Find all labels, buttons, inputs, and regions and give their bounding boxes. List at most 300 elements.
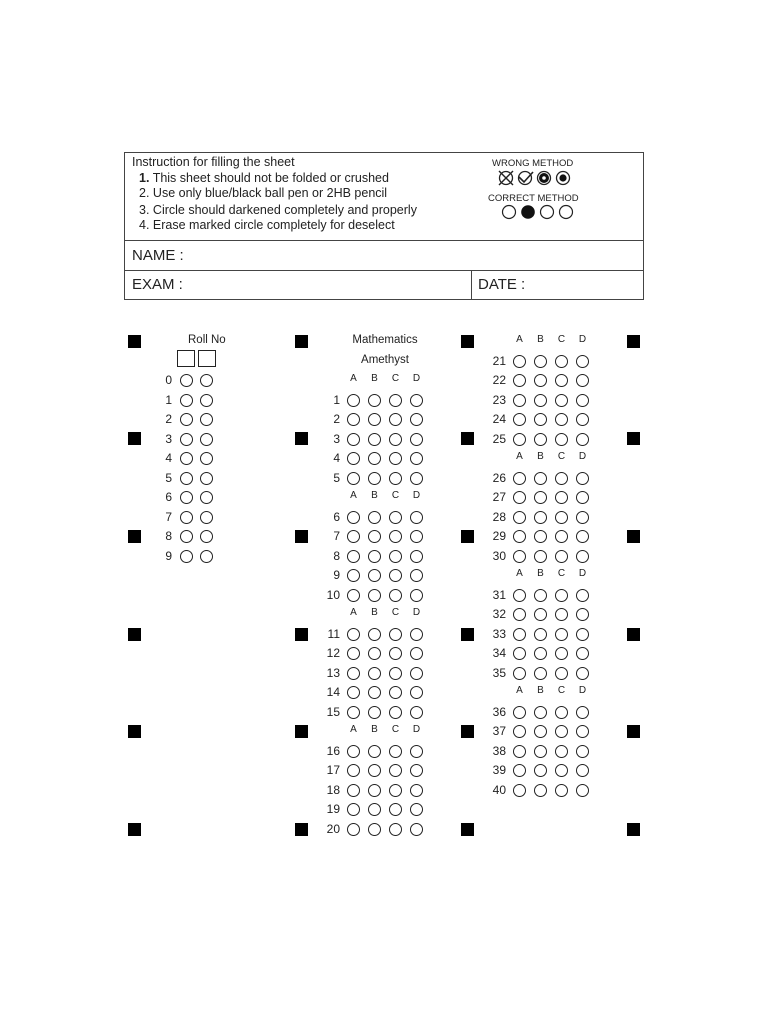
answer-bubble[interactable] [389, 452, 402, 465]
instruction-title: Instruction for filling the sheet [132, 155, 295, 169]
answer-bubble[interactable] [513, 764, 526, 777]
answer-bubble[interactable] [513, 355, 526, 368]
answer-bubble[interactable] [410, 803, 423, 816]
answer-bubble[interactable] [534, 608, 547, 621]
answer-bubble[interactable] [389, 589, 402, 602]
question-number: 29 [492, 529, 506, 543]
roll-bubble[interactable] [200, 550, 213, 563]
answer-bubble[interactable] [368, 803, 381, 816]
answer-bubble[interactable] [534, 764, 547, 777]
answer-bubble[interactable] [389, 569, 402, 582]
option-header-c: C [557, 568, 566, 579]
answer-bubble[interactable] [347, 413, 360, 426]
empty-circle-icon [503, 206, 516, 219]
alignment-marker [461, 530, 474, 543]
alignment-marker [461, 725, 474, 738]
answer-bubble[interactable] [555, 784, 568, 797]
answer-bubble[interactable] [410, 413, 423, 426]
question-number: 15 [326, 704, 340, 719]
option-header-d: D [412, 490, 421, 501]
option-header-d: D [578, 685, 587, 696]
option-header-d: D [412, 373, 421, 384]
answer-bubble[interactable] [555, 472, 568, 485]
question-number: 39 [492, 763, 506, 777]
answer-bubble[interactable] [555, 433, 568, 446]
question-number: 10 [326, 587, 340, 602]
cross-mark-icon [499, 171, 513, 185]
option-header-c: C [391, 490, 400, 501]
answer-bubble[interactable] [513, 472, 526, 485]
roll-digit-label: 9 [165, 548, 172, 563]
roll-no-label: Roll No [188, 334, 226, 346]
answer-bubble[interactable] [534, 530, 547, 543]
answer-bubble[interactable] [410, 706, 423, 719]
answer-bubble[interactable] [368, 569, 381, 582]
answer-bubble[interactable] [347, 569, 360, 582]
answer-bubble[interactable] [576, 706, 589, 719]
roll-bubble[interactable] [200, 472, 213, 485]
answer-bubble[interactable] [389, 803, 402, 816]
question-number: 6 [333, 509, 340, 524]
question-number: 26 [492, 470, 506, 485]
roll-digit-label: 5 [165, 470, 172, 485]
question-number: 5 [333, 470, 340, 485]
divider-line [125, 270, 643, 271]
answer-bubble[interactable] [389, 784, 402, 797]
option-header-b: B [537, 451, 544, 462]
answer-bubble[interactable] [513, 550, 526, 563]
roll-bubble[interactable] [200, 491, 213, 504]
option-header-b: B [371, 607, 378, 618]
question-number: 28 [492, 509, 506, 524]
dot-mark-icon [538, 172, 551, 185]
answer-bubble[interactable] [389, 745, 402, 758]
question-number: 13 [326, 665, 340, 680]
option-header-b: B [371, 490, 378, 501]
answer-bubble[interactable] [389, 472, 402, 485]
answer-bubble[interactable] [576, 589, 589, 602]
answer-bubble[interactable] [410, 667, 423, 680]
answer-bubble[interactable] [368, 628, 381, 641]
roll-bubble[interactable] [200, 530, 213, 543]
answer-bubble[interactable] [410, 628, 423, 641]
correct-method-examples [501, 204, 581, 220]
question-number: 27 [492, 490, 506, 504]
answer-bubble[interactable] [368, 472, 381, 485]
answer-bubble[interactable] [410, 530, 423, 543]
answer-bubble[interactable] [513, 433, 526, 446]
answer-bubble[interactable] [347, 686, 360, 699]
answer-bubble[interactable] [513, 413, 526, 426]
answer-bubble[interactable] [576, 491, 589, 504]
answer-bubble[interactable] [410, 686, 423, 699]
answer-bubble[interactable] [513, 491, 526, 504]
answer-bubble[interactable] [534, 628, 547, 641]
exam-field[interactable] [195, 273, 465, 299]
answer-bubble[interactable] [347, 667, 360, 680]
answer-bubble[interactable] [513, 725, 526, 738]
option-header-c: C [557, 451, 566, 462]
roll-digit-box-1[interactable] [177, 350, 195, 367]
answer-bubble[interactable] [513, 394, 526, 407]
answer-bubble[interactable] [410, 511, 423, 524]
alignment-marker [128, 725, 141, 738]
answer-bubble[interactable] [555, 394, 568, 407]
answer-bubble[interactable] [555, 667, 568, 680]
option-header-a: A [350, 724, 357, 735]
answer-bubble[interactable] [576, 784, 589, 797]
answer-bubble[interactable] [576, 413, 589, 426]
answer-bubble[interactable] [534, 413, 547, 426]
answer-bubble[interactable] [347, 472, 360, 485]
alignment-marker [295, 432, 308, 445]
answer-bubble[interactable] [410, 472, 423, 485]
answer-bubble[interactable] [513, 589, 526, 602]
roll-bubble[interactable] [180, 530, 193, 543]
question-number: 37 [492, 724, 506, 738]
answer-bubble[interactable] [347, 530, 360, 543]
roll-digit-label: 4 [165, 451, 172, 465]
answer-bubble[interactable] [555, 511, 568, 524]
answer-bubble[interactable] [410, 823, 423, 836]
answer-bubble[interactable] [368, 550, 381, 563]
answer-bubble[interactable] [534, 784, 547, 797]
answer-bubble[interactable] [368, 530, 381, 543]
roll-bubble[interactable] [200, 413, 213, 426]
exam-field-label: EXAM : [132, 276, 183, 293]
answer-bubble[interactable] [389, 530, 402, 543]
name-field[interactable] [195, 243, 635, 269]
answer-bubble[interactable] [410, 433, 423, 446]
answer-bubble[interactable] [368, 823, 381, 836]
answer-bubble[interactable] [368, 413, 381, 426]
answer-bubble[interactable] [513, 530, 526, 543]
roll-digit-label: 6 [165, 490, 172, 504]
answer-bubble[interactable] [410, 394, 423, 407]
question-number: 31 [492, 587, 506, 602]
question-number: 30 [492, 548, 506, 563]
answer-bubble[interactable] [534, 355, 547, 368]
answer-bubble[interactable] [555, 745, 568, 758]
answer-bubble[interactable] [347, 589, 360, 602]
answer-bubble[interactable] [368, 784, 381, 797]
alignment-marker [128, 628, 141, 641]
answer-bubble[interactable] [410, 452, 423, 465]
answer-bubble[interactable] [368, 452, 381, 465]
roll-bubble[interactable] [200, 374, 213, 387]
alignment-marker [627, 725, 640, 738]
alignment-marker [461, 335, 474, 348]
roll-digit-label: 8 [165, 529, 172, 543]
answer-bubble[interactable] [576, 725, 589, 738]
answer-bubble[interactable] [513, 608, 526, 621]
question-number: 36 [492, 704, 506, 719]
answer-bubble[interactable] [555, 647, 568, 660]
filled-circle-icon [521, 205, 535, 219]
answer-bubble[interactable] [410, 589, 423, 602]
instruction-item-4: 4. Erase marked circle completely for deselect [139, 218, 395, 232]
answer-bubble[interactable] [576, 608, 589, 621]
answer-bubble[interactable] [534, 491, 547, 504]
roll-digit-box-2[interactable] [198, 350, 216, 367]
answer-bubble[interactable] [389, 764, 402, 777]
answer-bubble[interactable] [368, 647, 381, 660]
answer-bubble[interactable] [534, 394, 547, 407]
alignment-marker [295, 823, 308, 836]
option-header-d: D [578, 568, 587, 579]
answer-bubble[interactable] [555, 589, 568, 602]
option-header-c: C [391, 373, 400, 384]
question-number: 34 [492, 646, 506, 660]
roll-bubble[interactable] [180, 433, 193, 446]
question-number: 17 [326, 763, 340, 777]
answer-bubble[interactable] [389, 394, 402, 407]
alignment-marker [295, 628, 308, 641]
answer-bubble[interactable] [555, 530, 568, 543]
answer-bubble[interactable] [576, 745, 589, 758]
alignment-marker [627, 432, 640, 445]
question-number: 25 [492, 431, 506, 446]
answer-bubble[interactable] [368, 745, 381, 758]
answer-bubble[interactable] [389, 433, 402, 446]
answer-bubble[interactable] [389, 686, 402, 699]
answer-bubble[interactable] [347, 647, 360, 660]
alignment-marker [128, 823, 141, 836]
answer-bubble[interactable] [347, 433, 360, 446]
answer-bubble[interactable] [534, 550, 547, 563]
date-field-label: DATE : [478, 276, 526, 293]
wrong-method-examples [497, 170, 577, 186]
alignment-marker [128, 335, 141, 348]
answer-bubble[interactable] [410, 647, 423, 660]
option-header-b: B [537, 334, 544, 345]
answer-bubble[interactable] [410, 569, 423, 582]
answer-bubble[interactable] [513, 628, 526, 641]
answer-bubble[interactable] [368, 394, 381, 407]
answer-bubble[interactable] [389, 823, 402, 836]
option-header-a: A [516, 334, 523, 345]
answer-bubble[interactable] [555, 491, 568, 504]
alignment-marker [128, 530, 141, 543]
answer-bubble[interactable] [368, 433, 381, 446]
option-header-c: C [557, 685, 566, 696]
answer-bubble[interactable] [555, 550, 568, 563]
question-number: 32 [492, 607, 506, 621]
answer-bubble[interactable] [534, 647, 547, 660]
answer-bubble[interactable] [513, 784, 526, 797]
answer-bubble[interactable] [368, 589, 381, 602]
answer-bubble[interactable] [410, 784, 423, 797]
answer-bubble[interactable] [389, 706, 402, 719]
answer-bubble[interactable] [389, 550, 402, 563]
answer-bubble[interactable] [534, 589, 547, 602]
answer-bubble[interactable] [389, 511, 402, 524]
question-number: 18 [326, 782, 340, 797]
answer-bubble[interactable] [534, 725, 547, 738]
answer-bubble[interactable] [368, 706, 381, 719]
answer-bubble[interactable] [347, 706, 360, 719]
subject-name: Mathematics [352, 334, 418, 346]
answer-bubble[interactable] [555, 355, 568, 368]
question-number: 11 [327, 626, 340, 641]
divider-line [125, 240, 643, 241]
answer-bubble[interactable] [347, 452, 360, 465]
question-number: 24 [492, 412, 506, 426]
answer-bubble[interactable] [368, 764, 381, 777]
roll-bubble[interactable] [180, 394, 193, 407]
option-header-d: D [412, 724, 421, 735]
answer-bubble[interactable] [555, 608, 568, 621]
answer-bubble[interactable] [410, 764, 423, 777]
answer-bubble[interactable] [368, 686, 381, 699]
answer-bubble[interactable] [576, 394, 589, 407]
alignment-marker [627, 530, 640, 543]
option-header-b: B [371, 373, 378, 384]
question-number: 2 [333, 412, 340, 426]
answer-bubble[interactable] [347, 394, 360, 407]
answer-bubble[interactable] [389, 667, 402, 680]
roll-bubble[interactable] [180, 491, 193, 504]
instruction-item-2: 2. Use only blue/black ball pen or 2HB pencil [139, 186, 388, 200]
question-number: 22 [492, 373, 506, 387]
question-number: 35 [492, 665, 506, 680]
answer-bubble[interactable] [513, 647, 526, 660]
answer-bubble[interactable] [555, 413, 568, 426]
answer-bubble[interactable] [534, 667, 547, 680]
roll-bubble[interactable] [180, 374, 193, 387]
answer-bubble[interactable] [534, 472, 547, 485]
date-field[interactable] [535, 273, 635, 299]
roll-bubble[interactable] [180, 413, 193, 426]
answer-bubble[interactable] [534, 745, 547, 758]
roll-bubble[interactable] [180, 472, 193, 485]
answer-bubble[interactable] [368, 511, 381, 524]
answer-bubble[interactable] [347, 823, 360, 836]
roll-digit-label: 1 [165, 392, 172, 407]
answer-bubble[interactable] [347, 511, 360, 524]
answer-bubble[interactable] [576, 667, 589, 680]
answer-bubble[interactable] [347, 784, 360, 797]
answer-bubble[interactable] [389, 628, 402, 641]
question-number: 38 [492, 743, 506, 758]
alignment-marker [627, 823, 640, 836]
question-number: 9 [333, 568, 340, 582]
question-number: 33 [492, 626, 506, 641]
roll-bubble[interactable] [200, 433, 213, 446]
answer-bubble[interactable] [513, 511, 526, 524]
answer-bubble[interactable] [576, 374, 589, 387]
answer-bubble[interactable] [555, 628, 568, 641]
answer-bubble[interactable] [576, 433, 589, 446]
alignment-marker [461, 432, 474, 445]
option-header-a: A [516, 451, 523, 462]
answer-bubble[interactable] [513, 745, 526, 758]
answer-bubble[interactable] [555, 764, 568, 777]
answer-bubble[interactable] [513, 706, 526, 719]
option-header-a: A [516, 685, 523, 696]
answer-bubble[interactable] [513, 374, 526, 387]
question-number: 14 [326, 685, 340, 699]
roll-digit-label: 0 [165, 373, 172, 387]
answer-bubble[interactable] [513, 667, 526, 680]
roll-bubble[interactable] [180, 511, 193, 524]
option-header-a: A [350, 490, 357, 501]
roll-bubble[interactable] [180, 452, 193, 465]
roll-bubble[interactable] [200, 511, 213, 524]
answer-bubble[interactable] [555, 725, 568, 738]
option-header-b: B [537, 685, 544, 696]
answer-bubble[interactable] [347, 764, 360, 777]
answer-bubble[interactable] [347, 803, 360, 816]
option-header-c: C [557, 334, 566, 345]
roll-digit-label: 2 [165, 412, 172, 426]
roll-bubble[interactable] [200, 452, 213, 465]
question-number: 16 [326, 743, 340, 758]
alignment-marker [128, 432, 141, 445]
answer-bubble[interactable] [389, 413, 402, 426]
alignment-marker [627, 628, 640, 641]
option-header-b: B [537, 568, 544, 579]
question-number: 12 [326, 646, 340, 660]
answer-bubble[interactable] [576, 355, 589, 368]
question-number: 20 [326, 821, 340, 836]
roll-bubble[interactable] [200, 394, 213, 407]
alignment-marker [461, 628, 474, 641]
answer-bubble[interactable] [555, 706, 568, 719]
name-field-label: NAME : [132, 247, 184, 264]
answer-bubble[interactable] [347, 628, 360, 641]
option-header-d: D [578, 334, 587, 345]
instruction-item-3: 3. Circle should darkened completely and properly [139, 203, 417, 217]
answer-bubble[interactable] [576, 472, 589, 485]
answer-bubble[interactable] [534, 433, 547, 446]
question-number: 21 [492, 353, 506, 368]
alignment-marker [295, 725, 308, 738]
answer-bubble[interactable] [576, 647, 589, 660]
question-number: 3 [333, 431, 340, 446]
divider-line [471, 270, 472, 299]
subject-set: Amethyst [361, 354, 409, 366]
answer-bubble[interactable] [347, 550, 360, 563]
alignment-marker [295, 530, 308, 543]
answer-bubble[interactable] [534, 374, 547, 387]
question-number: 40 [492, 782, 506, 797]
answer-bubble[interactable] [576, 550, 589, 563]
answer-bubble[interactable] [576, 511, 589, 524]
question-number: 23 [492, 392, 506, 407]
empty-circle-icon [541, 206, 554, 219]
partial-fill-mark-icon [557, 172, 570, 185]
answer-bubble[interactable] [410, 745, 423, 758]
answer-bubble[interactable] [389, 647, 402, 660]
option-header-d: D [412, 607, 421, 618]
option-header-c: C [391, 724, 400, 735]
answer-bubble[interactable] [576, 764, 589, 777]
answer-bubble[interactable] [534, 706, 547, 719]
alignment-marker [627, 335, 640, 348]
option-header-a: A [350, 607, 357, 618]
answer-bubble[interactable] [368, 667, 381, 680]
answer-bubble[interactable] [410, 550, 423, 563]
answer-bubble[interactable] [555, 374, 568, 387]
answer-bubble[interactable] [576, 628, 589, 641]
answer-bubble[interactable] [534, 511, 547, 524]
roll-bubble[interactable] [180, 550, 193, 563]
instruction-item-1: 1. This sheet should not be folded or crushed [139, 171, 389, 185]
option-header-d: D [578, 451, 587, 462]
answer-bubble[interactable] [576, 530, 589, 543]
answer-bubble[interactable] [347, 745, 360, 758]
